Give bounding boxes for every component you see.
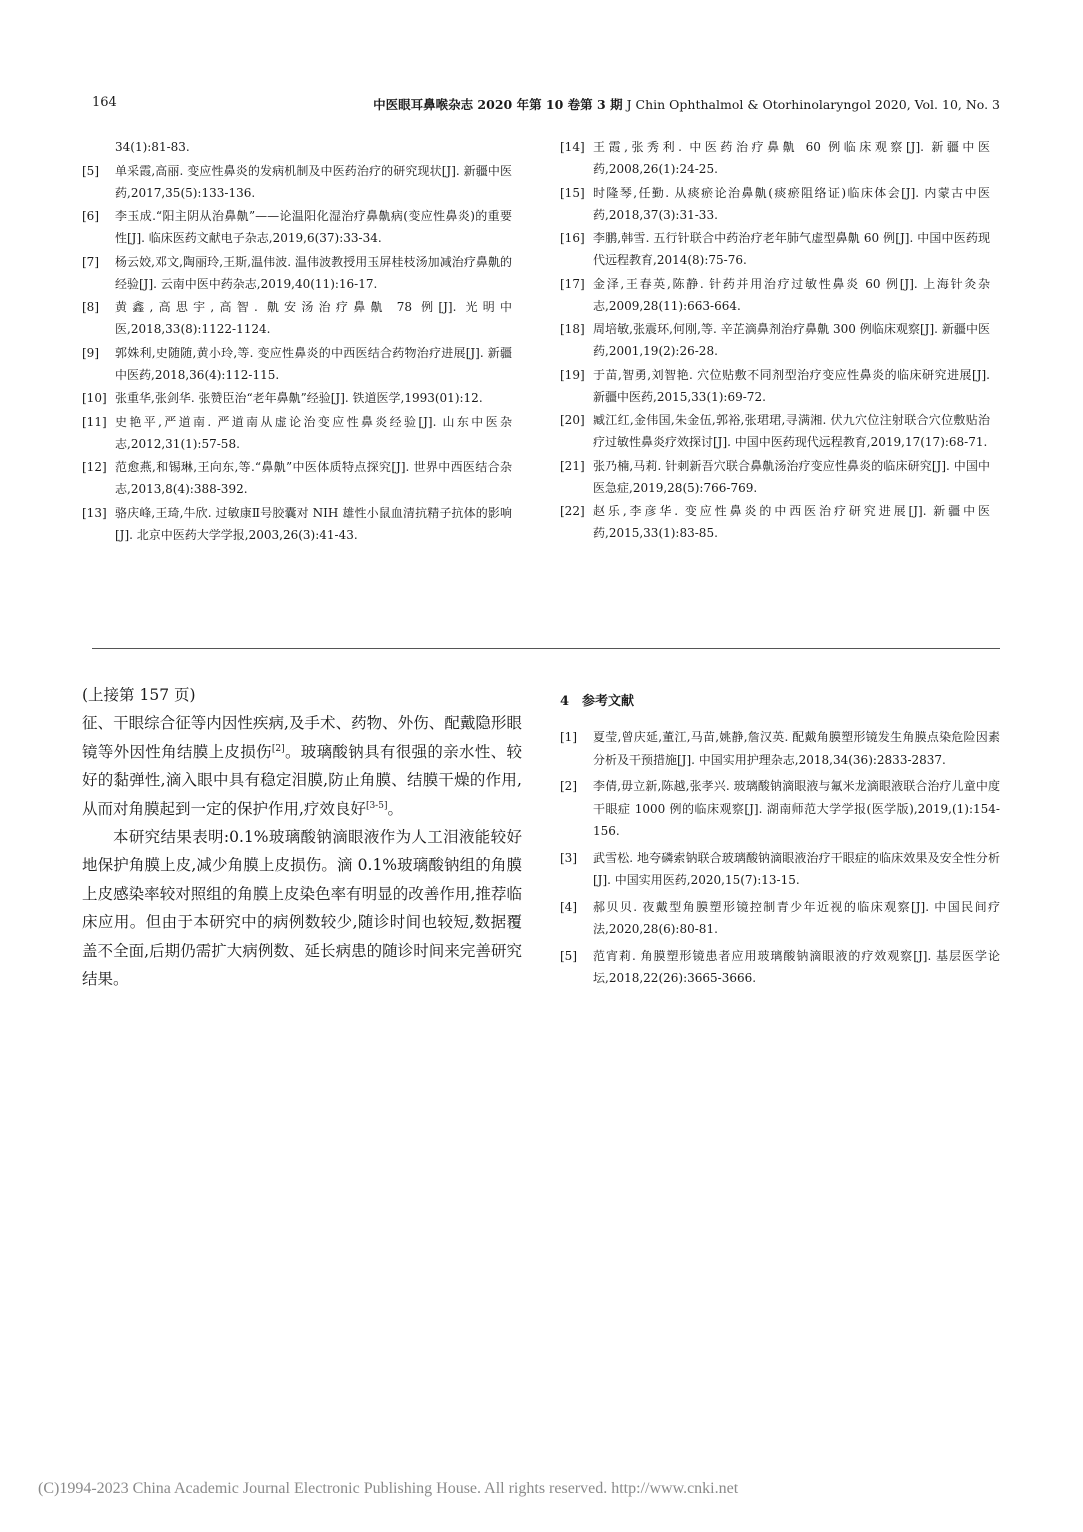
reference-text: 金泽,王春英,陈静. 针药并用治疗过敏性鼻炎 60 例[J]. 上海针灸杂志,2009,28(11):663-664. [593,276,990,313]
reference-text: 郭姝利,史随随,黄小玲,等. 变应性鼻炎的中西医结合药物治疗进展[J]. 新疆中医药,2018,36(4):112-115. [115,345,512,382]
reference-number: [18] [560,322,585,336]
reference-list-bottom [560,726,1000,990]
reference-number: [17] [560,276,585,291]
reference-list-top-right [560,136,990,546]
reference-item [82,205,512,249]
reference-text: 于苗,智勇,刘智艳. 穴位贴敷不同剂型治疗变应性鼻炎的临床研究进展[J]. 新疆中医药,2015,33(1):69-72. [593,367,990,404]
reference-number: [22] [560,504,585,518]
reference-text: 史艳平,严道南. 严道南从虚论治变应性鼻炎经验[J]. 山东中医杂志,2012,31(1):57-58. [115,414,512,451]
reference-number: [12] [82,460,107,474]
reference-text: 34(1):81-83. [115,140,190,154]
reference-number: [13] [82,505,107,520]
reference-item [560,945,1000,990]
reference-number: [16] [560,231,585,245]
reference-item [82,251,512,295]
running-head [373,95,1000,113]
reference-number: [11] [82,414,107,429]
reference-text: 张重华,张剑华. 张赞臣治“老年鼻鼽”经验[J]. 铁道医学,1993(01):12. [115,391,483,405]
page-number: 164 [92,95,117,110]
reference-item [560,136,990,180]
reference-number: [3] [560,850,577,865]
reference-text: 黄鑫,高思宇,高智. 鼽安汤治疗鼻鼽 78 例[J]. 光明中医,2018,33(8):1122-1124. [115,300,512,336]
reference-item [560,364,990,408]
reference-number: [21] [560,458,585,473]
reference-text: 郝贝贝. 夜戴型角膜塑形镜控制青少年近视的临床观察[J]. 中国民间疗法,2020,28(6):80-81. [593,899,1000,936]
reference-number: [5] [82,163,99,178]
reference-number: [2] [560,779,577,793]
reference-text: 范愈燕,和锡琳,王向东,等.“鼻鼽”中医体质特点探究[J]. 世界中西医结合杂志,2013,8(4):388-392. [115,460,512,496]
reference-text: 杨云姣,邓文,陶丽玲,王斯,温伟波. 温伟波教授用玉屏桂枝汤加减治疗鼻鼽的经验[J]. 云南中医中药杂志,2019,40(11):16-17. [115,254,512,291]
reference-item [560,896,1000,941]
continued-note: (上接第 157 页) [82,686,196,704]
reference-item [82,456,512,500]
reference-number: [1] [560,730,577,744]
reference-item [560,318,990,362]
reference-item [560,227,990,271]
citation: [2] [271,743,285,754]
reference-item [560,726,1000,771]
reference-number: [6] [82,209,99,223]
reference-item [82,387,512,409]
reference-item [82,342,512,386]
section-title: 参考文献 [582,694,635,709]
reference-number: [19] [560,367,585,382]
reference-item [82,136,512,158]
reference-number: [10] [82,391,107,405]
reference-text: 赵乐,李彦华. 变应性鼻炎的中西医治疗研究进展[J]. 新疆中医药,2015,33(1):83-85. [593,504,990,540]
reference-text: 时隆琴,任勤. 从痰瘀论治鼻鼽(痰瘀阻络证)临床体会[J]. 内蒙古中医药,2018,37(3):31-33. [593,185,990,222]
reference-item [560,182,990,226]
reference-text: 李玉成.“阳主阴从治鼻鼽”——论温阳化湿治疗鼻鼽病(变应性鼻炎)的重要性[J]. 临床医药文献电子杂志,2019,6(37):33-34. [115,209,512,245]
reference-number: [14] [560,140,585,154]
body-paragraph-1: 征、干眼综合征等内因性疾病,及手术、药物、外伤、配戴隐形眼镜等外因性角结膜上皮损伤[2]。玻璃酸钠具有很强的亲水性、较好的黏弹性,滴入眼中具有稳定泪膜,防止角膜、结膜干燥的作用,从而对角膜起到一定的保护作用,疗效良好[3-5]。 [82,714,522,818]
reference-number: [5] [560,948,577,963]
reference-text: 周培敏,张震环,何刚,等. 辛芷滴鼻剂治疗鼻鼽 300 例临床观察[J]. 新疆中医药,2001,19(2):26-28. [593,322,990,358]
section-divider [92,648,1000,649]
body-paragraph-2: 本研究结果表明:0.1%玻璃酸钠滴眼液作为人工泪液能较好地保护角膜上皮,减少角膜上皮损伤。滴 0.1%玻璃酸钠组的角膜上皮感染率较对照组的角膜上皮染色率有明显的改善作用,推荐临床应用。但由于本研究中的病例数较少,随诊时间也较短,数据覆盖不全面,后期仍需扩大病例数、延长病患的随诊时间来完善研究结果。 [82,828,522,989]
reference-number: [9] [82,345,99,360]
reference-item [560,775,1000,843]
reference-number: [20] [560,413,585,427]
reference-text: 王霞,张秀利. 中医药治疗鼻鼽 60 例临床观察[J]. 新疆中医药,2008,26(1):24-25. [593,140,990,176]
section-number: 4 [560,694,570,709]
citation: [3-5] [365,800,388,811]
reference-text: 李倩,毋立新,陈越,张孝兴. 玻璃酸钠滴眼液与氟米龙滴眼液联合治疗儿童中度干眼症 1000 例的临床观察[J]. 湖南师范大学学报(医学版),2019,(1):154-156. [593,779,1000,838]
references-section [560,692,1000,994]
reference-item [560,409,990,453]
reference-text: 单采霞,高丽. 变应性鼻炎的发病机制及中医药治疗的研究现状[J]. 新疆中医药,2017,35(5):133-136. [115,163,512,200]
reference-text: 武雪松. 地夸磷索钠联合玻璃酸钠滴眼液治疗干眼症的临床效果及安全性分析[J]. 中国实用医药,2020,15(7):13-15. [593,850,1000,887]
reference-item [82,411,512,455]
reference-item [560,500,990,544]
reference-number: [15] [560,185,585,200]
reference-item [560,455,990,499]
journal-title-cn: 中医眼耳鼻喉杂志 2020 年第 10 卷第 3 期 [373,97,623,112]
reference-number: [4] [560,899,577,914]
reference-item [82,296,512,340]
page-header [92,93,1000,115]
reference-text: 范宵莉. 角膜塑形镜患者应用玻璃酸钠滴眼液的疗效观察[J]. 基层医学论坛,2018,22(26):3665-3666. [593,948,1000,985]
reference-text: 李鹏,韩雪. 五行针联合中药治疗老年肺气虚型鼻鼽 60 例[J]. 中国中医药现代远程教育,2014(8):75-76. [593,231,990,267]
reference-text: 骆庆峰,王琦,牛欣. 过敏康Ⅱ号胶囊对 NIH 雄性小鼠血清抗精子抗体的影响[J]. 北京中医药大学学报,2003,26(3):41-43. [115,505,512,542]
reference-number: [8] [82,300,99,314]
references-heading [560,692,1000,712]
journal-title-en: J Chin Ophthalmol & Otorhinolaryngol 2020, Vol. 10, No. 3 [626,97,1000,112]
reference-text: 夏莹,曾庆延,董江,马苗,姚静,詹汉英. 配戴角膜塑形镜发生角膜点染危险因素分析及干预措施[J]. 中国实用护理杂志,2018,34(36):2833-2837. [593,730,1000,767]
reference-number: [7] [82,254,99,269]
reference-item [560,847,1000,892]
reference-item [560,273,990,317]
body-text-column [82,681,522,993]
copyright-footer: (C)1994-2023 China Academic Journal Electronic Publishing House. All rights reserved. http://www.cnki.net [38,1480,739,1497]
reference-item [82,160,512,204]
reference-text: 张乃楠,马莉. 针刺新吾穴联合鼻鼽汤治疗变应性鼻炎的临床研究[J]. 中国中医急症,2019,28(5):766-769. [593,458,990,495]
reference-text: 臧江红,金伟国,朱金伍,郭裕,张珺珺,寻满湘. 伏九穴位注射联合穴位敷贴治疗过敏性鼻炎疗效探讨[J]. 中国中医药现代远程教育,2019,17(17):68-71. [593,413,990,449]
reference-item [82,502,512,546]
reference-list-top-left [82,136,512,547]
